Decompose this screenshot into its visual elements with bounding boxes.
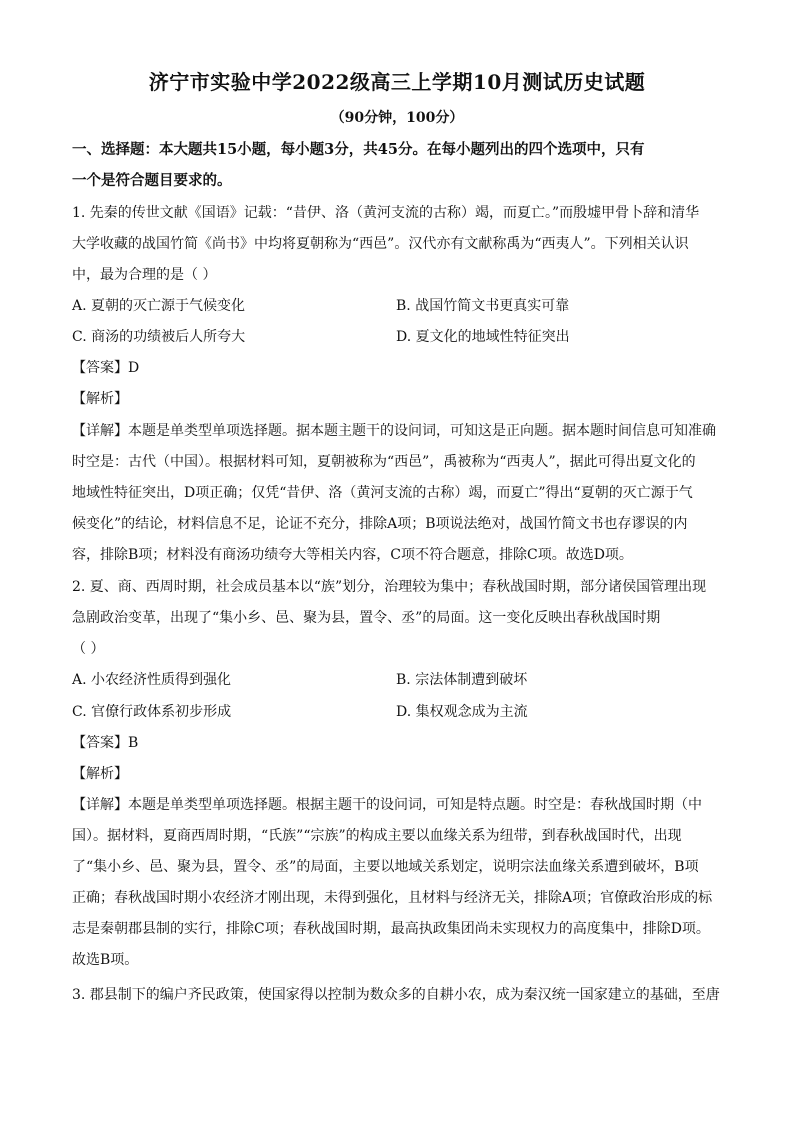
question-1-option-d: D. 夏文化的地域性特征突出 [396,329,570,345]
page-title: 济宁市实验中学2022级高三上学期10月测试历史试题 [148,70,646,94]
question-2-stem-line: 2. 夏、商、西周时期，社会成员基本以“族”划分，治理较为集中；春秋战国时期，部分诸侯国管理出现 [72,579,707,595]
question-1-option-a: A. 夏朝的灭亡源于气候变化 [72,298,246,314]
question-2-stem-line: （ ） [72,641,105,657]
question-1-detail-line: 【详解】本题是单类型单项选择题。据本题主题干的设问词，可知这是正向题。据本题时间信息可知准确 [72,423,716,439]
question-1-detail-line: 候变化”的结论，材料信息不足，论证不充分，排除A项；B项说法绝对，战国竹简文书也存谬误的内 [72,516,688,532]
question-1-option-c: C. 商汤的功绩被后人所夸大 [72,329,246,345]
section-heading-line-2: 一个是符合题目要求的。 [72,172,232,189]
question-2-option-c: C. 官僚行政体系初步形成 [72,704,232,720]
question-1-detail-line: 地域性特征突出，D项正确；仅凭“昔伊、洛（黄河支流的古称）竭，而夏亡”得出“夏朝的灭亡源于气 [72,485,693,501]
question-3-stem-line: 3. 郡县制下的编户齐民政策，使国家得以控制为数众多的自耕小农，成为秦汉统一国家建立的基础，至唐 [72,987,720,1003]
question-2-detail-line: 国）。据材料，夏商西周时期，“氏族”“宗族”的构成主要以血缘关系为纽带，到春秋战国时代，出现 [72,828,682,844]
question-1-answer: 【答案】D [72,360,140,376]
question-1-detail-line: 容，排除B项；材料没有商汤功绩夸大等相关内容，C项不符合题意，排除C项。故选D项。 [72,547,633,563]
question-2-detail-line: 志是秦朝郡县制的实行，排除C项；春秋战国时期，最高执政集团尚未实现权力的高度集中，排除D项。 [72,921,710,937]
question-2-answer: 【答案】B [72,735,139,751]
question-1-option-b: B. 战国竹简文书更真实可靠 [396,298,570,314]
question-1-analysis-label: 【解析】 [72,391,128,407]
question-1-stem-line: 中，最为合理的是（ ） [72,267,217,283]
question-2-analysis-label: 【解析】 [72,766,128,782]
question-2-option-b: B. 宗法体制遭到破坏 [396,672,528,688]
question-1-stem-line: 大学收藏的战国竹简《尚书》中均将夏朝称为“西邑”。汉代亦有文献称禹为“西夷人”。下列相关认识 [72,236,689,252]
question-2-detail-line: 故选B项。 [72,952,139,968]
question-2-option-a: A. 小农经济性质得到强化 [72,672,232,688]
question-1-stem-line: 1. 先秦的传世文献《国语》记载：“昔伊、洛（黄河支流的古称）竭，而夏亡。”而殷墟甲骨卜辞和清华 [72,205,700,221]
section-heading-line-1: 一、选择题：本大题共15小题，每小题3分，共45分。在每小题列出的四个选项中，只有 [72,141,645,158]
question-2-stem-line: 急剧政治变革，出现了“集小乡、邑、聚为县，置令、丞”的局面。这一变化反映出春秋战国时期 [72,610,661,626]
question-2-detail-line: 正确；春秋战国时期小农经济才刚出现，未得到强化，且材料与经济无关，排除A项；官僚政治形成的标 [72,890,713,906]
question-2-detail-line: 【详解】本题是单类型单项选择题。根据主题干的设问词，可知是特点题。时空是：春秋战国时期（中 [72,797,702,813]
question-2-option-d: D. 集权观念成为主流 [396,704,528,720]
question-2-detail-line: 了“集小乡、邑、聚为县，置令、丞”的局面，主要以地域关系划定，说明宗法血缘关系遭到破坏，B项 [72,859,699,875]
exam-duration-score: （90分钟，100分） [330,110,464,126]
question-1-detail-line: 时空是：古代（中国）。根据材料可知，夏朝被称为“西邑”，禹被称为“西夷人”，据此可得出夏文化的 [72,454,696,470]
